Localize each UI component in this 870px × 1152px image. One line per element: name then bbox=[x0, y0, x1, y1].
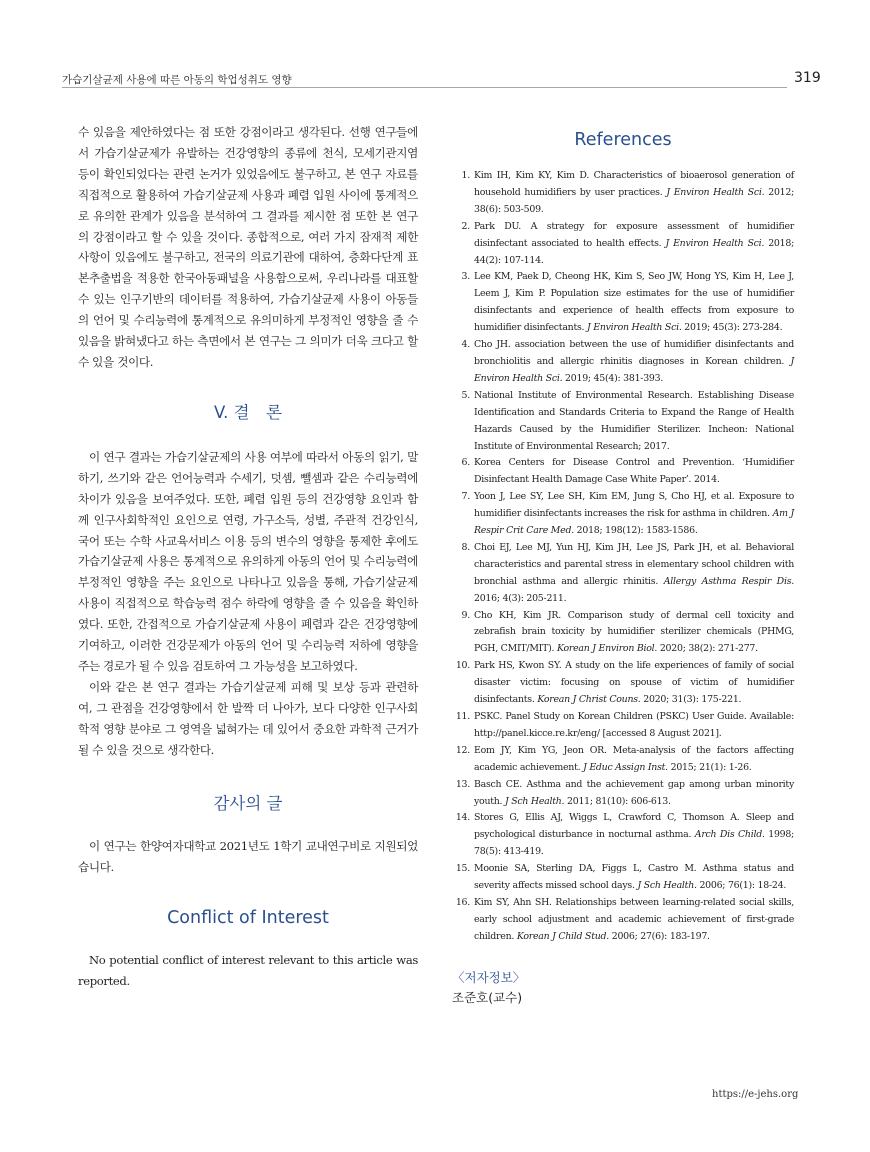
reference-text: Choi EJ, Lee MJ, Yun HJ, Kim JH, Lee JS, Park JH, et al. Behavioral characteristics and parental stress in elementary school children with bronchial asthma and allergic rhinitis. bbox=[474, 541, 794, 587]
reference-item bbox=[452, 219, 794, 270]
reference-list bbox=[452, 168, 794, 946]
reference-tail: 2012; 38(6): 503-509. bbox=[474, 186, 794, 215]
reference-number: 13. bbox=[455, 778, 470, 790]
reference-number: 8. bbox=[461, 541, 470, 553]
reference-tail: 2019; 45(4): 381-393. bbox=[562, 372, 664, 384]
reference-item bbox=[452, 810, 794, 861]
reference-text: Cho JH. association between the use of humidifier disinfectants and bronchiolitis and allergic rhinitis diagnoses in Korean children. bbox=[474, 339, 794, 367]
reference-tail: 1998; 78(5): 413-419. bbox=[474, 829, 794, 858]
reference-text: National Institute of Environmental Research. Establishing Disease Identification and Standards Criteria to Expand the Range of Health Hazards Caused by the Humidifier Sterilizer. Incheon: National Institute of Environmental Research; 2017. bbox=[474, 389, 794, 452]
author-name: 조준호(교수) bbox=[452, 989, 523, 1005]
reference-tail: 2011; 81(10): 606-613. bbox=[564, 795, 671, 807]
reference-number: 3. bbox=[461, 271, 470, 283]
reference-item bbox=[452, 861, 794, 895]
reference-tail: 2019; 45(3): 273-284. bbox=[681, 322, 783, 334]
reference-text: Stores G, Ellis AJ, Wiggs L, Crawford C, Thomson A. Sleep and psychological disturbance in nocturnal asthma. bbox=[474, 812, 794, 841]
reference-text: Kim IH, Kim KY, Kim D. Characteristics of bioaerosol generation of household humidifiers by user practices. bbox=[474, 170, 794, 198]
author-info-heading: 〈저자정보〉 bbox=[452, 969, 526, 985]
reference-journal: Korean J Environ Biol. bbox=[557, 643, 658, 655]
reference-tail: 2018; 198(12): 1583-1586. bbox=[573, 525, 698, 537]
right-column bbox=[452, 122, 794, 1006]
running-header bbox=[62, 70, 822, 92]
reference-journal: Am J Respir Crit Care Med. bbox=[474, 508, 794, 537]
reference-item bbox=[452, 608, 794, 659]
reference-item bbox=[452, 743, 794, 777]
header-rule bbox=[62, 87, 787, 88]
reference-number: 7. bbox=[461, 491, 470, 503]
reference-number: 15. bbox=[455, 863, 470, 875]
reference-number: 4. bbox=[461, 339, 470, 351]
reference-number: 9. bbox=[461, 609, 470, 621]
reference-journal: J Environ Health Sci. bbox=[665, 237, 765, 249]
reference-text: Park DU. A strategy for exposure assessment of humidifier disinfectant associated to health effects. bbox=[474, 220, 794, 249]
reference-item bbox=[452, 540, 794, 608]
reference-journal: J Environ Health Sci. bbox=[666, 186, 765, 198]
reference-text: Park HS, Kwon SY. A study on the life experiences of family of social disaster victim: focusing on spouse of victim of humidifier disinfectants. bbox=[474, 660, 794, 706]
acknowledgment-paragraph: 이 연구는 한양여자대학교 2021년도 1학기 교내연구비로 지원되었습니다. bbox=[78, 839, 418, 875]
reference-number: 5. bbox=[461, 389, 470, 401]
reference-journal: J Educ Assign Inst. bbox=[583, 761, 668, 773]
reference-item bbox=[452, 168, 794, 219]
reference-item bbox=[452, 455, 794, 489]
reference-journal: J Sch Health. bbox=[637, 880, 697, 892]
reference-number: 6. bbox=[461, 457, 470, 469]
page-number: 319 bbox=[794, 70, 821, 86]
reference-tail: 2006; 76(1): 18-24. bbox=[696, 880, 787, 892]
conflict-paragraph: No potential conflict of interest relevant to this article was reported. bbox=[78, 953, 418, 989]
journal-url: https://e-jehs.org bbox=[712, 1089, 799, 1100]
left-column bbox=[78, 122, 418, 992]
reference-tail: 2015; 21(1): 1-26. bbox=[667, 761, 752, 773]
reference-tail: 2018; 44(2): 107-114. bbox=[474, 237, 794, 266]
reference-text: Kim SY, Ahn SH. Relationships between learning-related social skills, early school adjustment and academic achievement of first-grade children. bbox=[474, 896, 794, 942]
reference-tail: 2020; 38(2): 271-277. bbox=[657, 643, 758, 655]
reference-text: Cho KH, Kim JR. Comparison study of dermal cell toxicity and zebrafish brain toxicity by humidifier sterilizer chemicals (PHMG, PGH, CMIT/MIT). bbox=[474, 609, 794, 655]
reference-text: PSKC. Panel Study on Korean Children (PSKC) User Guide. Available: http://panel.kicce.re.kr/eng/ [accessed 8 August 2021]. bbox=[474, 711, 794, 739]
reference-text: Korea Centers for Disease Control and Prevention. ‘Humidifier Disinfectant Health Damage Case White Paper’. 2014. bbox=[474, 457, 794, 486]
reference-journal: J Environ Health Sci. bbox=[474, 355, 794, 384]
reference-number: 1. bbox=[461, 170, 470, 181]
reference-item bbox=[452, 895, 794, 946]
reference-item bbox=[452, 388, 794, 456]
reference-item bbox=[452, 658, 794, 709]
running-title: 가습기살균제 사용에 따른 아동의 학업성취도 영향 bbox=[62, 74, 292, 86]
reference-tail: 2016; 4(3): 205-211. bbox=[474, 592, 567, 604]
reference-item bbox=[452, 709, 794, 743]
reference-text: Moonie SA, Sterling DA, Figgs L, Castro M. Asthma status and severity affects missed school days. bbox=[474, 863, 794, 892]
acknowledgment-heading: 감사의 글 bbox=[213, 794, 283, 814]
reference-item bbox=[452, 777, 794, 811]
conclusion-paragraph: 이 연구 결과는 가습기살균제의 사용 여부에 따라서 아동의 읽기, 말하기, 쓰기와 같은 언어능력과 수세기, 덧셈, 뺄셈과 같은 수리능력에 차이가 있음을 보여주었다. 또한, 폐렴 입원 등의 건강영향 요인과 함께 인구사회학적인 요인으로 연령, 가구소득, 성별, 주관적 건강인식, 국어 또는 수학 사교육서비스 이용 등의 변수의 영향을 통제한 후에도 가습기살균제 사용은 통계적으로 유의하게 아동의 언어 및 수리능력에 부정적인 영향을 주는 요인으로 나타나고 있음을 통해, 가습기살균제 사용이 직접적으로 학습능력 점수 하락에 영향을 줄 수 있음을 확인하였다. 또한, 간접적으로 가습기살균제 사용이 폐렴과 같은 건강영향에 기여하고, 이러한 건강문제가 아동의 언어 및 수리능력 저하에 영향을 주는 경로가 될 수 있음 검토하여 그 가능성을 보고하였다. bbox=[78, 449, 418, 673]
reference-number: 16. bbox=[455, 896, 470, 908]
reference-item bbox=[452, 489, 794, 540]
reference-journal: Allergy Asthma Respir Dis. bbox=[663, 575, 794, 587]
reference-text: Lee KM, Paek D, Cheong HK, Kim S, Seo JW, Hong YS, Kim H, Lee J, Leem J, Kim P. Population size estimates for the use of humidifier disinfectants and experience of health effects from exposure to humidifier disinfectants. bbox=[474, 271, 794, 334]
references-heading: References bbox=[574, 130, 672, 150]
reference-text: Yoon J, Lee SY, Lee SH, Kim EM, Jung S, Cho HJ, et al. Exposure to humidifier disinfectants increases the risk for asthma in children. bbox=[474, 491, 794, 520]
reference-journal: J Sch Health. bbox=[505, 795, 565, 807]
reference-text: Eom JY, Kim YG, Jeon OR. Meta-analysis of the factors affecting academic achievement. bbox=[474, 744, 794, 773]
conflict-heading: Conflict of Interest bbox=[167, 908, 329, 929]
reference-text: Basch CE. Asthma and the achievement gap among urban minority youth. bbox=[474, 778, 794, 807]
reference-journal: J Environ Health Sci. bbox=[587, 322, 682, 334]
reference-item bbox=[452, 337, 794, 388]
reference-journal: Arch Dis Child. bbox=[694, 829, 765, 841]
conclusion-heading: V. 결 론 bbox=[213, 402, 283, 422]
reference-item bbox=[452, 269, 794, 337]
reference-number: 11. bbox=[455, 711, 470, 722]
conclusion-paragraph: 이와 같은 본 연구 결과는 가습기살균제 피해 및 보상 등과 관련하여, 그 관점을 건강영향에서 한 발짝 더 나아가, 보다 다양한 인구사회학적 영향 분야로 그 영역을 넓혀가는 데 있어서 중요한 과학적 근거가 될 수 있을 것으로 생각한다. bbox=[78, 679, 418, 757]
reference-journal: Korean J Child Stud. bbox=[516, 930, 609, 942]
reference-number: 2. bbox=[461, 220, 470, 232]
reference-number: 14. bbox=[455, 812, 470, 824]
reference-number: 10. bbox=[455, 660, 470, 672]
reference-tail: 2020; 31(3): 175-221. bbox=[640, 694, 742, 706]
reference-journal: Korean J Christ Couns. bbox=[537, 694, 641, 706]
reference-number: 12. bbox=[455, 744, 470, 756]
intro-paragraph: 수 있음을 제안하였다는 점 또한 강점이라고 생각된다. 선행 연구들에서 가습기살균제가 유발하는 건강영향의 종류에 천식, 모세기관지염 등이 확인되었다는 관련 논거가 있었음에도 불구하고, 본 연구 자료를 직접적으로 활용하여 가습기살균제 사용과 폐렴 입원 사이에 통계적으로 유의한 관계가 있음을 분석하여 그 결과를 제시한 점 또한 본 연구의 강점이라고 할 수 있을 것이다. 종합적으로, 여러 가지 잠재적 제한 사항이 있음에도 불구하고, 전국의 의료기관에 대하여, 층화다단계 표본추출법을 적용한 한국아동패널을 사용함으로써, 우리나라를 대표할 수 있는 인구기반의 데이터를 적용하여, 가습기살균제 사용이 아동들의 언어 및 수리능력에 통계적으로 유의미하게 부정적인 영향을 줄 수 있음을 밝혀냈다고 하는 측면에서 본 연구는 그 의미가 더욱 크다고 할 수 있을 것이다. bbox=[78, 125, 418, 369]
reference-tail: 2006; 27(6): 183-197. bbox=[609, 930, 710, 942]
